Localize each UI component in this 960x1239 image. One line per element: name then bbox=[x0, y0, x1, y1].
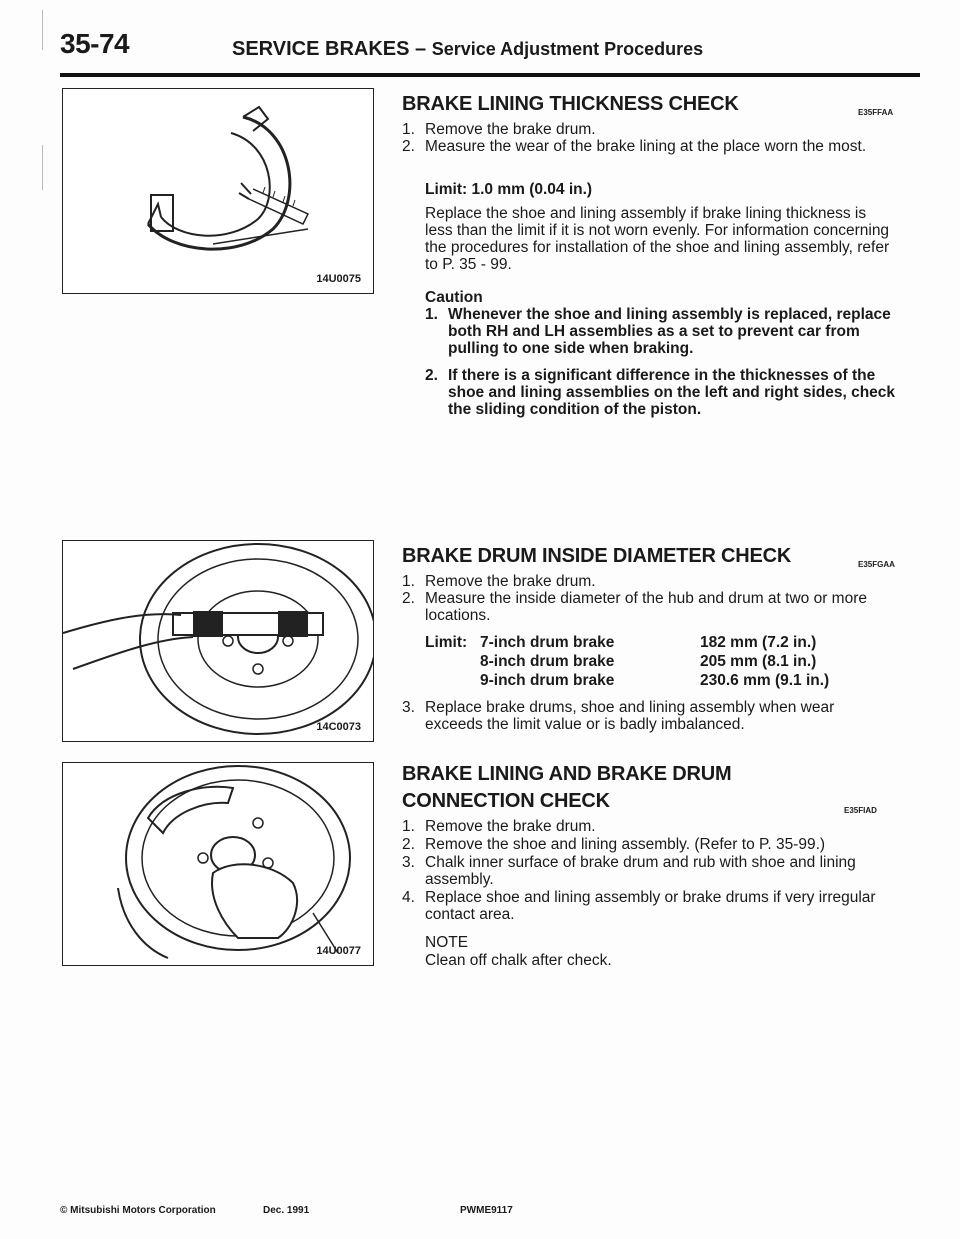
section-title-lining: BRAKE LINING THICKNESS CHECK bbox=[402, 93, 739, 115]
drum-limit-value-7: 182 mm (7.2 in.) bbox=[700, 634, 817, 651]
step-text: Replace brake drums, shoe and lining assembly when wear exceeds the limit value or is badly imbalanced. bbox=[425, 699, 835, 733]
figure-drum-gauge bbox=[62, 540, 374, 742]
step-number: 1. bbox=[402, 121, 415, 138]
footer-date: Dec. 1991 bbox=[263, 1205, 310, 1216]
section-code-connection: E35FIAD bbox=[844, 806, 877, 815]
caution-text: Whenever the shoe and lining assembly is replaced, replace both RH and LH assemblies as a set to prevent car from pulling to one side when braking. bbox=[448, 306, 891, 357]
margin-line-top bbox=[42, 10, 43, 50]
caution-text: If there is a significant difference in the thicknesses of the shoe and lining assemblies on the left and right sides, check the sliding condition of the piston. bbox=[448, 367, 896, 418]
step-number: 1. bbox=[402, 818, 415, 835]
drum-limit-value-8: 205 mm (8.1 in.) bbox=[700, 653, 817, 670]
step-text: Measure the inside diameter of the hub and drum at two or more locations. bbox=[425, 590, 867, 624]
figure-code: 14U0077 bbox=[316, 945, 361, 957]
brake-shoe-drawing bbox=[63, 89, 373, 293]
drum-gauge-drawing bbox=[63, 541, 373, 741]
step-text: Replace shoe and lining assembly or brake drums if very irregular contact area. bbox=[425, 889, 876, 923]
caution-number: 1. bbox=[425, 306, 438, 323]
note-title: NOTE bbox=[425, 934, 469, 951]
figure-chalk-drum bbox=[62, 762, 374, 966]
footer-copyright: © Mitsubishi Motors Corporation bbox=[60, 1205, 216, 1216]
section-title-connection-2: CONNECTION CHECK bbox=[402, 790, 610, 812]
section-code-drum: E35FGAA bbox=[858, 560, 895, 569]
step-number: 2. bbox=[402, 836, 415, 853]
drum-limit-type-7: 7-inch drum brake bbox=[480, 634, 615, 651]
step-text: Remove the brake drum. bbox=[425, 121, 596, 138]
caution-number: 2. bbox=[425, 367, 438, 384]
chalk-drum-drawing bbox=[63, 763, 373, 965]
drum-limit-type-8: 8-inch drum brake bbox=[480, 653, 615, 670]
lining-replace-text: Replace the shoe and lining assembly if brake lining thickness is less than the limit if it is not worn evenly. For information concerning the procedures for installation of the shoe and lining assembly, refer to P. 35 - 99. bbox=[425, 205, 890, 273]
drum-limit-label: Limit: bbox=[425, 634, 468, 651]
section-title-drum: BRAKE DRUM INSIDE DIAMETER CHECK bbox=[402, 545, 792, 567]
margin-line-mid bbox=[42, 145, 43, 190]
drum-limit-value-9: 230.6 mm (9.1 in.) bbox=[700, 672, 830, 689]
figure-brake-shoe bbox=[62, 88, 374, 294]
step-number: 3. bbox=[402, 699, 415, 716]
header-rule bbox=[60, 73, 920, 77]
step-text: Measure the wear of the brake lining at the place worn the most. bbox=[425, 138, 867, 155]
lining-limit: Limit: 1.0 mm (0.04 in.) bbox=[425, 181, 593, 198]
step-text: Remove the brake drum. bbox=[425, 573, 596, 590]
step-number: 3. bbox=[402, 854, 415, 871]
header-section: SERVICE BRAKES bbox=[232, 38, 410, 60]
figure-code: 14U0075 bbox=[316, 273, 361, 285]
page-number: 35-74 bbox=[60, 28, 130, 59]
note-text: Clean off chalk after check. bbox=[425, 952, 612, 969]
header-subsection: Service Adjustment Procedures bbox=[431, 39, 704, 59]
header-dash: – bbox=[415, 38, 427, 60]
header-title bbox=[232, 38, 703, 61]
section-code-lining: E35FFAA bbox=[858, 108, 894, 117]
step-number: 2. bbox=[402, 590, 415, 607]
step-number: 4. bbox=[402, 889, 415, 906]
step-text: Remove the shoe and lining assembly. (Refer to P. 35-99.) bbox=[425, 836, 826, 853]
step-number: 1. bbox=[402, 573, 415, 590]
footer-code: PWME9117 bbox=[460, 1205, 513, 1216]
step-text: Remove the brake drum. bbox=[425, 818, 596, 835]
step-number: 2. bbox=[402, 138, 415, 155]
figure-code: 14C0073 bbox=[316, 721, 361, 733]
step-text: Chalk inner surface of brake drum and rub with shoe and lining assembly. bbox=[425, 854, 856, 888]
drum-limit-type-9: 9-inch drum brake bbox=[480, 672, 615, 689]
section-title-connection-1: BRAKE LINING AND BRAKE DRUM bbox=[402, 763, 732, 785]
caution-title: Caution bbox=[425, 289, 483, 306]
